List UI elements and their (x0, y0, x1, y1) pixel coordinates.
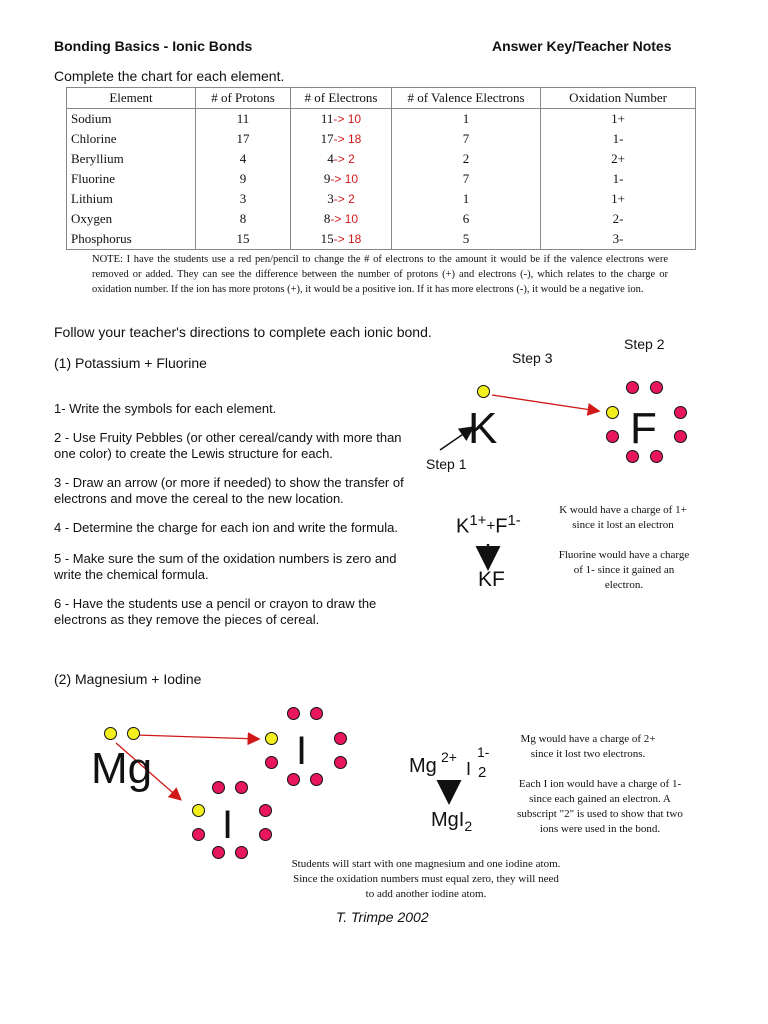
element-cell: Chlorine (67, 129, 196, 149)
electron-count: 8 (323, 211, 331, 226)
oxidation-cell: 2+ (541, 149, 696, 169)
worksheet-title: Bonding Basics - Ionic Bonds (54, 38, 253, 54)
electron-change: -> 10 (330, 172, 359, 186)
transferred-electron (192, 804, 205, 817)
electron-count: 4 (327, 151, 334, 166)
step2-label: Step 2 (624, 336, 665, 352)
part1-title: (1) Potassium + Fluorine (54, 355, 207, 371)
author-credit: T. Trimpe 2002 (336, 909, 429, 925)
oxidation-cell: 2- (541, 209, 696, 229)
valence-cell: 7 (392, 129, 541, 149)
mg-to-i-arrow-top (136, 735, 258, 739)
iodine-symbol-1: I (296, 729, 308, 773)
step-1-text: 1- Write the symbols for each element. (54, 401, 277, 416)
i-electron (212, 781, 225, 794)
protons-cell: 17 (196, 129, 291, 149)
col-oxidation: Oxidation Number (541, 88, 696, 109)
mgi2-formula-sub: 2 (464, 818, 473, 834)
oxidation-cell: 1- (541, 129, 696, 149)
electron-change: -> 18 (333, 132, 362, 146)
students-note: Students will start with one magnesium and one iodine atom. Since the oxidation numbers must equal zero, they will need to add another iodine atom. (291, 858, 561, 900)
i-electron (287, 773, 300, 786)
element-cell: Fluorine (67, 169, 196, 189)
oxidation-cell: 1+ (541, 189, 696, 209)
oxidation-cell: 1- (541, 169, 696, 189)
valence-cell: 1 (392, 189, 541, 209)
ion-mg-charge: 2+ (441, 749, 457, 765)
i-electron (259, 804, 272, 817)
i-electron (334, 732, 347, 745)
f-electron (626, 381, 639, 394)
i-electron (334, 756, 347, 769)
iodine-symbol-2: I (222, 803, 234, 847)
answer-key-label: Answer Key/Teacher Notes (492, 38, 672, 54)
valence-cell: 7 (392, 169, 541, 189)
ion-f-charge: 1- (507, 512, 521, 529)
electron-change: -> 10 (330, 212, 359, 226)
electron-count: 3 (327, 191, 334, 206)
valence-cell: 5 (392, 229, 541, 250)
col-element: Element (67, 88, 196, 109)
mg-charge-note: Mg would have a charge of 2+ since it lost two electrons. (520, 733, 656, 760)
protons-cell: 3 (196, 189, 291, 209)
col-valence: # of Valence Electrons (392, 88, 541, 109)
f-electron (606, 430, 619, 443)
step-2-text: 2 - Use Fruity Pebbles (or other cereal/candy with more than one color) to create the Lewis structure for each. (54, 430, 402, 461)
i-charge-note: Each I ion would have a charge of 1- since each gained an electron. A subscript "2" is used to show that two ions were used in the bond. (517, 778, 683, 835)
valence-cell: 6 (392, 209, 541, 229)
transferred-electron (265, 732, 278, 745)
i-electron (235, 781, 248, 794)
mgi2-formula-main: MgI (431, 809, 465, 831)
k-charge-note: K would have a charge of 1+ since it lost an electron (559, 504, 687, 531)
electron-change: -> 2 (333, 152, 355, 166)
electron-count: 15 (320, 231, 334, 246)
kf-formula: KF (478, 568, 505, 591)
valence-cell: 1 (392, 109, 541, 130)
electron-count: 9 (323, 171, 331, 186)
i-electron (235, 846, 248, 859)
i-electron (310, 773, 323, 786)
protons-cell: 11 (196, 109, 291, 130)
f-charge-note: Fluorine would have a charge of 1- since it gained an electron. (558, 549, 690, 591)
electron-count: 17 (320, 131, 334, 146)
step1-label: Step 1 (426, 456, 467, 472)
valence-cell: 2 (392, 149, 541, 169)
oxidation-cell: 3- (541, 229, 696, 250)
chart-instructions: Complete the chart for each element. (54, 68, 285, 84)
ion-k-charge: 1+ (469, 512, 487, 529)
i-electron (265, 756, 278, 769)
electron-change: -> 10 (333, 112, 362, 126)
step-3-text: 3 - Draw an arrow (or more if needed) to show the transfer of electrons and move the cereal to the new location. (54, 475, 404, 506)
i-electron (287, 707, 300, 720)
ion-f: F (495, 515, 508, 538)
col-electrons: # of Electrons (291, 88, 392, 109)
oxidation-cell: 1+ (541, 109, 696, 130)
mgi2-formula (431, 809, 472, 834)
ion-i-subscript: 2 (478, 764, 487, 781)
f-electron (650, 381, 663, 394)
i-electron (310, 707, 323, 720)
ion-mg: Mg (409, 755, 437, 777)
i-electron (192, 828, 205, 841)
f-electron (674, 406, 687, 419)
k-to-f-arrow (492, 395, 598, 411)
element-cell: Beryllium (67, 149, 196, 169)
element-cell: Phosphorus (67, 229, 196, 250)
potassium-symbol: K (468, 404, 498, 453)
protons-cell: 4 (196, 149, 291, 169)
ion-i: I (466, 759, 472, 779)
fluorine-symbol: F (630, 404, 657, 453)
element-cell: Oxygen (67, 209, 196, 229)
step-5-text: 5 - Make sure the sum of the oxidation numbers is zero and write the chemical formula. (54, 551, 397, 582)
mg-valence-electron (127, 727, 140, 740)
element-cell: Sodium (67, 109, 196, 130)
ion-i-charge: 1- (477, 744, 490, 760)
f-electron (674, 430, 687, 443)
electron-change: -> 2 (333, 192, 355, 206)
electron-count: 11 (320, 111, 334, 126)
step-6-text: 6 - Have the students use a pencil or crayon to draw the electrons as they remove the pieces of cereal. (54, 596, 377, 627)
protons-cell: 9 (196, 169, 291, 189)
follow-directions: Follow your teacher's directions to complete each ionic bond. (54, 324, 432, 340)
step-4-text: 4 - Determine the charge for each ion and write the formula. (54, 520, 398, 535)
protons-cell: 8 (196, 209, 291, 229)
i-electron (259, 828, 272, 841)
teacher-note: NOTE: I have the students use a red pen/pencil to change the # of electrons to the amount it would be if the valence electrons were removed or added. They can see the difference between the number of protons (+) and electrons (-), which relates to the charge or oxidation number. If the ion has more protons (+), it would be a positive ion. If it has more electrons (-), it would be a negative ion. (92, 254, 668, 295)
mg-valence-electron (104, 727, 117, 740)
protons-cell: 15 (196, 229, 291, 250)
k-valence-electron (477, 385, 490, 398)
ion-k: K (456, 515, 470, 538)
ion-formula-kf: $K^{1+}+F^{1-}$ (456, 512, 521, 538)
transferred-electron (606, 406, 619, 419)
element-cell: Lithium (67, 189, 196, 209)
col-protons: # of Protons (196, 88, 291, 109)
electron-change: -> 18 (333, 232, 362, 246)
magnesium-symbol: Mg (91, 744, 153, 793)
step3-label: Step 3 (512, 350, 553, 366)
part2-title: (2) Magnesium + Iodine (54, 671, 202, 687)
